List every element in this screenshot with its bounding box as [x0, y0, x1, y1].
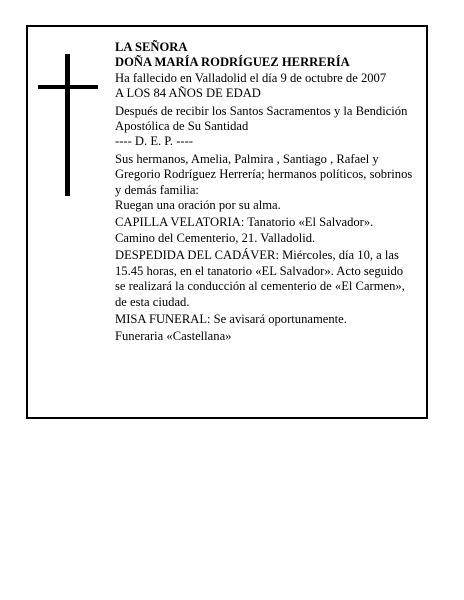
notice-title: LA SEÑORA — [115, 40, 188, 54]
death-line: Ha fallecido en Valladolid el día 9 de octubre de 2007 — [115, 70, 387, 85]
dep-line: ---- D. E. P. ---- — [115, 134, 193, 149]
cross-vertical-bar — [65, 54, 70, 196]
prayer-line: Ruegan una oración por su alma. — [115, 198, 281, 213]
cross-horizontal-bar — [38, 85, 98, 89]
latin-cross-icon — [38, 54, 98, 196]
farewell-line: DESPEDIDA DEL CADÁVER: Miércoles, día 10, a las 15.45 horas, en el tanatorio «EL Salvador». Acto seguido se realizará la conducción al cementerio de «El Carmen», de esta ciudad. — [115, 248, 405, 309]
chapel-line: CAPILLA VELATORIA: Tanatorio «El Salvador». Camino del Cementerio, 21. Valladolid. — [115, 215, 374, 245]
family-line: Sus hermanos, Amelia, Palmira , Santiago , Rafael y Gregorio Rodríguez Herrería; hermanos políticos, sobrinos y demás familia: — [115, 151, 413, 197]
mass-line: MISA FUNERAL: Se avisará oportunamente. — [115, 311, 347, 326]
deceased-name: DOÑA MARÍA RODRÍGUEZ HERRERÍA — [115, 55, 350, 70]
sacraments-line: Después de recibir los Santos Sacramentos y la Bendición Apostólica de Su Santidad — [115, 103, 408, 134]
obituary-text — [115, 40, 415, 345]
age-line: A LOS 84 AÑOS DE EDAD — [115, 86, 261, 101]
funeral-home-line: Funeraria «Castellana» — [115, 329, 232, 344]
